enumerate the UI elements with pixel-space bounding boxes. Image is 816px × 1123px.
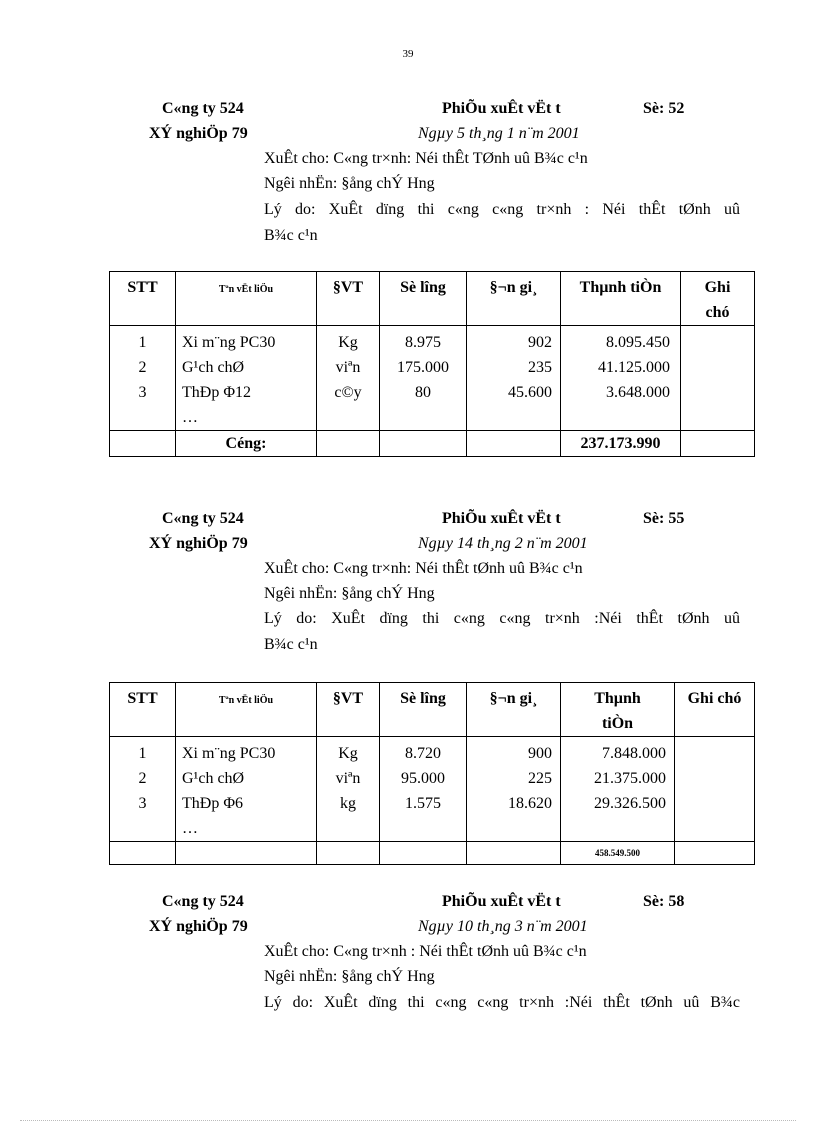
row-quantity: 80 — [415, 384, 431, 401]
header-quantity: Sè lîng — [380, 272, 467, 326]
table-body — [110, 326, 755, 431]
row-quantity: 1.575 — [405, 795, 441, 812]
header-material-name: Tªn vËt liÖu — [176, 683, 317, 737]
export-to: XuÊt cho: C«ng tr×nh: Néi thÊt tØnh uû B¾c c¹n — [264, 560, 583, 577]
slip-number: Sè: 55 — [643, 510, 685, 527]
row-stt: 3 — [138, 384, 147, 401]
total-label: Céng: — [176, 431, 317, 457]
row-amount: 21.375.000 — [594, 770, 666, 787]
header-notes: Ghi chó — [675, 683, 755, 737]
slip-number: Sè: 52 — [643, 100, 685, 117]
header-notes: Ghi chó — [681, 272, 755, 326]
slip-number: Sè: 58 — [643, 893, 685, 910]
reason-continued: B¾c c¹n — [264, 636, 318, 653]
reason-continued: B¾c c¹n — [264, 227, 318, 244]
row-notes — [675, 737, 755, 842]
header-unit: §VT — [317, 272, 380, 326]
row-unit: Kg — [338, 745, 358, 762]
materials-table — [109, 682, 755, 865]
slip-title: PhiÕu xuÊt vËt t — [442, 510, 561, 527]
row-ellipsis: … — [182, 409, 198, 426]
header-amount: Thµnh tiÒn — [561, 272, 681, 326]
export-to: XuÊt cho: C«ng tr×nh : Néi thÊt tØnh uû B¾c c¹n — [264, 943, 587, 960]
table-total-row — [110, 431, 755, 457]
row-stt: 3 — [138, 795, 147, 812]
row-notes — [681, 326, 755, 431]
page-bottom-rule — [20, 1120, 796, 1122]
page-number: 39 — [402, 48, 414, 60]
row-unit: viªn — [335, 770, 361, 787]
header-amount: Thµnh tiÒn — [561, 683, 675, 737]
materials-table — [109, 271, 755, 457]
header-unit-price: §¬n gi¸ — [467, 272, 561, 326]
slip-title: PhiÕu xuÊt vËt t — [442, 100, 561, 117]
row-material: ThÐp Φ12 — [182, 384, 252, 401]
header-unit: §VT — [317, 683, 380, 737]
row-quantity: 175.000 — [397, 359, 449, 376]
row-stt: 1 — [138, 745, 147, 762]
row-unit-price: 45.600 — [508, 384, 552, 401]
receiver: Ngêi nhËn: §ång chÝ Hng — [264, 585, 435, 602]
slip-title: PhiÕu xuÊt vËt t — [442, 893, 561, 910]
row-unit: kg — [340, 795, 356, 812]
row-unit: viªn — [335, 359, 361, 376]
table-total-row — [110, 842, 755, 865]
unit-name: XÝ nghiÖp 79 — [149, 125, 248, 142]
row-quantity: 8.975 — [405, 334, 441, 351]
row-material: G¹ch chØ — [182, 359, 245, 376]
header-unit-price: §¬n gi¸ — [467, 683, 561, 737]
row-unit-price: 225 — [528, 770, 552, 787]
table-header-row — [110, 683, 755, 737]
company-name: C«ng ty 524 — [162, 510, 244, 527]
row-ellipsis: … — [182, 820, 198, 837]
row-unit-price: 235 — [528, 359, 552, 376]
row-unit: c©y — [334, 384, 362, 401]
receiver: Ngêi nhËn: §ång chÝ Hng — [264, 968, 435, 985]
row-stt: 1 — [138, 334, 147, 351]
total-value: 237.173.990 — [561, 431, 681, 457]
row-stt: 2 — [138, 770, 147, 787]
row-unit-price: 902 — [528, 334, 552, 351]
slip-date: Ngµy 14 th¸ng 2 n¨m 2001 — [418, 535, 588, 552]
company-name: C«ng ty 524 — [162, 893, 244, 910]
reason: Lý do: XuÊt dïng thi c«ng c«ng tr×nh :Néi thÊt tØnh uû — [264, 610, 740, 627]
row-amount: 3.648.000 — [606, 384, 670, 401]
header-stt: STT — [110, 683, 176, 737]
header-quantity: Sè lîng — [380, 683, 467, 737]
company-name: C«ng ty 524 — [162, 100, 244, 117]
row-amount: 29.326.500 — [594, 795, 666, 812]
reason: Lý do: XuÊt dïng thi c«ng c«ng tr×nh : Néi thÊt tØnh uû — [264, 201, 740, 218]
table-header-row — [110, 272, 755, 326]
export-to: XuÊt cho: C«ng tr×nh: Néi thÊt TØnh uû B¾c c¹n — [264, 150, 588, 167]
unit-name: XÝ nghiÖp 79 — [149, 918, 248, 935]
table-body — [110, 737, 755, 842]
reason: Lý do: XuÊt dïng thi c«ng c«ng tr×nh :Néi thÊt tØnh uû B¾c — [264, 994, 740, 1011]
slip-date: Ngµy 10 th¸ng 3 n¨m 2001 — [418, 918, 588, 935]
total-label — [176, 842, 317, 865]
row-amount: 7.848.000 — [602, 745, 666, 762]
row-unit: Kg — [338, 334, 358, 351]
row-material: ThÐp Φ6 — [182, 795, 244, 812]
row-material: Xi m¨ng PC30 — [182, 745, 276, 762]
receiver: Ngêi nhËn: §ång chÝ Hng — [264, 175, 435, 192]
row-unit-price: 18.620 — [508, 795, 552, 812]
row-amount: 8.095.450 — [606, 334, 670, 351]
unit-name: XÝ nghiÖp 79 — [149, 535, 248, 552]
header-material-name: Tªn vËt liÖu — [176, 272, 317, 326]
header-stt: STT — [110, 272, 176, 326]
row-material: Xi m¨ng PC30 — [182, 334, 276, 351]
row-material: G¹ch chØ — [182, 770, 245, 787]
row-quantity: 95.000 — [401, 770, 445, 787]
slip-date: Ngµy 5 th¸ng 1 n¨m 2001 — [418, 125, 580, 142]
total-value: 458.549.500 — [561, 842, 675, 865]
row-unit-price: 900 — [528, 745, 552, 762]
row-amount: 41.125.000 — [598, 359, 670, 376]
row-quantity: 8.720 — [405, 745, 441, 762]
row-stt: 2 — [138, 359, 147, 376]
